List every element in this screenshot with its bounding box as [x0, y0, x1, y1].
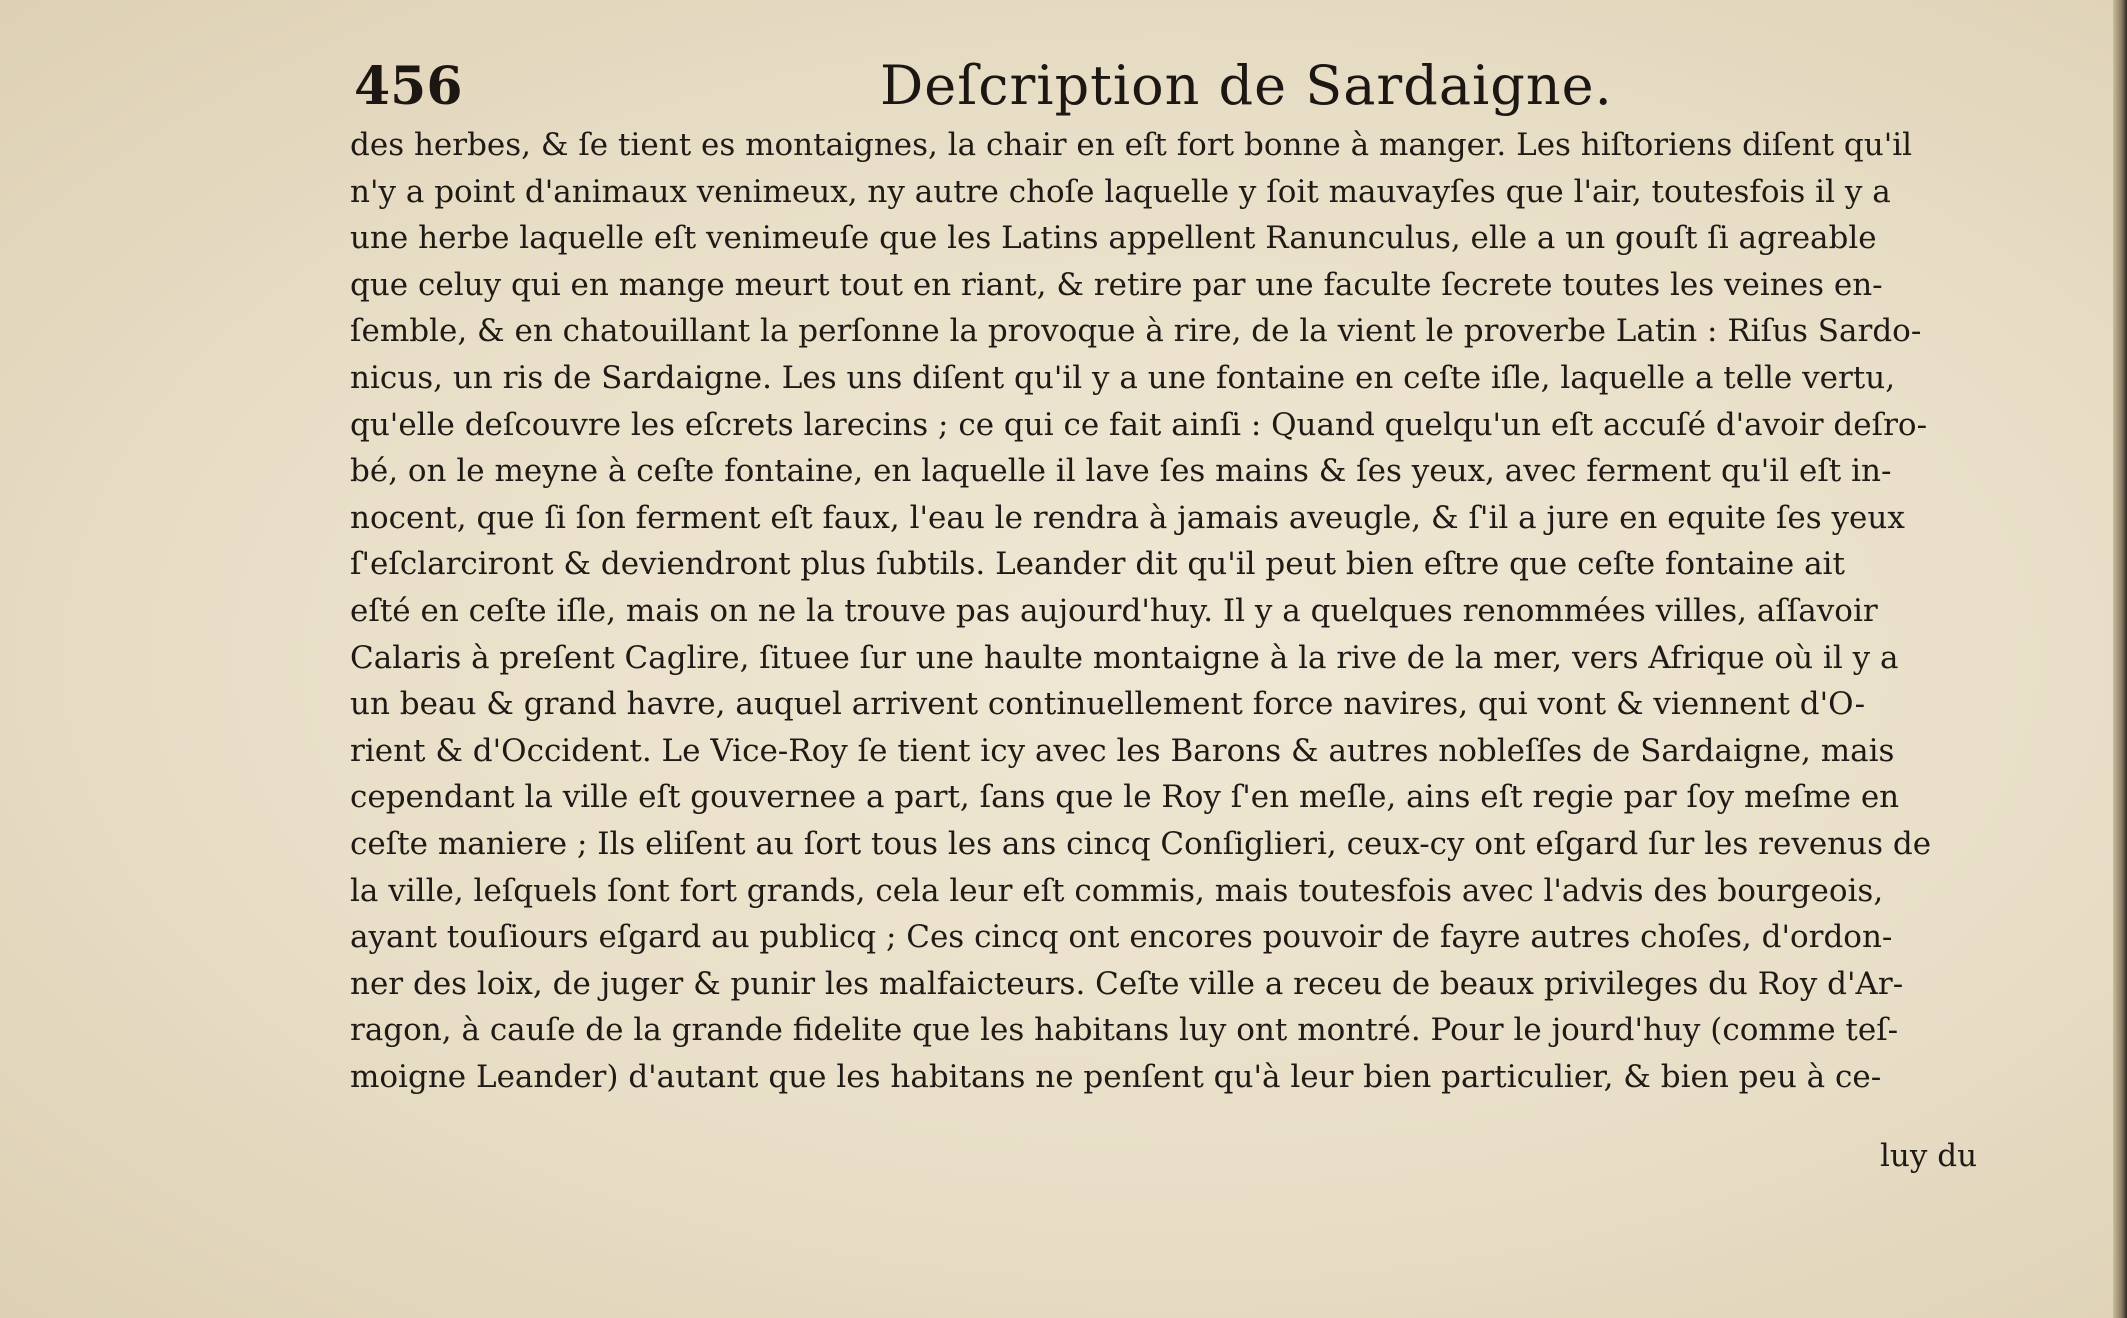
text-line: nicus, un ris de Sardaigne. Les uns diſent qu'il y a une fontaine en ceſte iſle, laquelle a telle vertu, [350, 359, 1896, 396]
text-line: eſté en ceſte iſle, mais on ne la trouve pas aujourd'huy. Il y a quelques renommées villes, aſſavoir [350, 592, 1878, 629]
text-line: bé, on le meyne à ceſte fontaine, en laquelle il lave ſes mains & ſes yeux, avec ferment qu'il eſt in- [350, 453, 1892, 490]
catchword: luy du [1880, 1138, 1978, 1174]
page-edge-shadow [2113, 0, 2127, 1318]
text-line: une herbe laquelle eſt venimeuſe que les Latins appellent Ranunculus, elle a un gouſt ſi agreable [350, 220, 1877, 257]
page-number: 456 [354, 56, 463, 117]
text-line: ner des loix, de juger & punir les malfaicteurs. Ceſte ville a receu de beaux privileges du Roy d'Ar- [350, 965, 1904, 1002]
text-line: n'y a point d'animaux venimeux, ny autre choſe laquelle y ſoit mauvayſes que l'air, toutesfois il y a [350, 173, 1891, 210]
page-title: Deſcription de Sardaigne. [880, 54, 1613, 117]
text-line: Calaris à preſent Caglire, ſituee ſur une haulte montaigne à la rive de la mer, vers Afrique où il y a [350, 639, 1899, 676]
text-line: ſ'eſclarciront & deviendront plus ſubtils. Leander dit qu'il peut bien eſtre que ceſte fontaine ait [350, 546, 1845, 583]
text-line: un beau & grand havre, auquel arrivent continuellement force navires, qui vont & viennent d'O- [350, 686, 1866, 723]
text-line: ayant touſiours eſgard au publicq ; Ces cincq ont encores pouvoir de fayre autres choſes, d'ordon- [350, 919, 1893, 956]
text-line: ragon, à cauſe de la grande fidelite que les habitans luy ont montré. Pour le jourd'huy (comme teſ- [350, 1012, 1899, 1049]
text-line: la ville, leſquels ſont fort grands, cela leur eſt commis, mais toutesfois avec l'advis des bourgeois, [350, 872, 1884, 909]
text-line: cependant la ville eſt gouvernee a part, ſans que le Roy ſ'en meſle, ains eſt regie par ſoy meſme en [350, 779, 1900, 816]
body-text [350, 122, 1990, 1100]
text-line: nocent, que ſi ſon ferment eſt faux, l'eau le rendra à jamais aveugle, & ſ'il a jure en equite ſes yeux [350, 499, 1905, 536]
text-line: des herbes, & ſe tient es montaignes, la chair en eſt fort bonne à manger. Les hiſtoriens diſent qu'il [350, 127, 1913, 163]
text-line: moigne Leander) d'autant que les habitans ne penſent qu'à leur bien particulier, & bien peu à ce- [350, 1058, 1882, 1095]
running-head [340, 52, 2000, 122]
text-line: qu'elle deſcouvre les eſcrets larecins ; ce qui ce fait ainſi : Quand quelqu'un eſt accuſé d'avoir deſro- [350, 406, 1928, 443]
text-line: ceſte maniere ; Ils eliſent au ſort tous les ans cincq Conſiglieri, ceux-cy ont eſgard ſur les revenus de [350, 825, 1932, 862]
text-line: que celuy qui en mange meurt tout en riant, & retire par une faculte ſecrete toutes les veines en- [350, 266, 1883, 303]
text-line: ſemble, & en chatouillant la perſonne la provoque à rire, de la vient le proverbe Latin : Riſus Sardo- [350, 313, 1922, 350]
text-line: rient & d'Occident. Le Vice-Roy ſe tient icy avec les Barons & autres nobleſſes de Sardaigne, mais [350, 732, 1895, 769]
